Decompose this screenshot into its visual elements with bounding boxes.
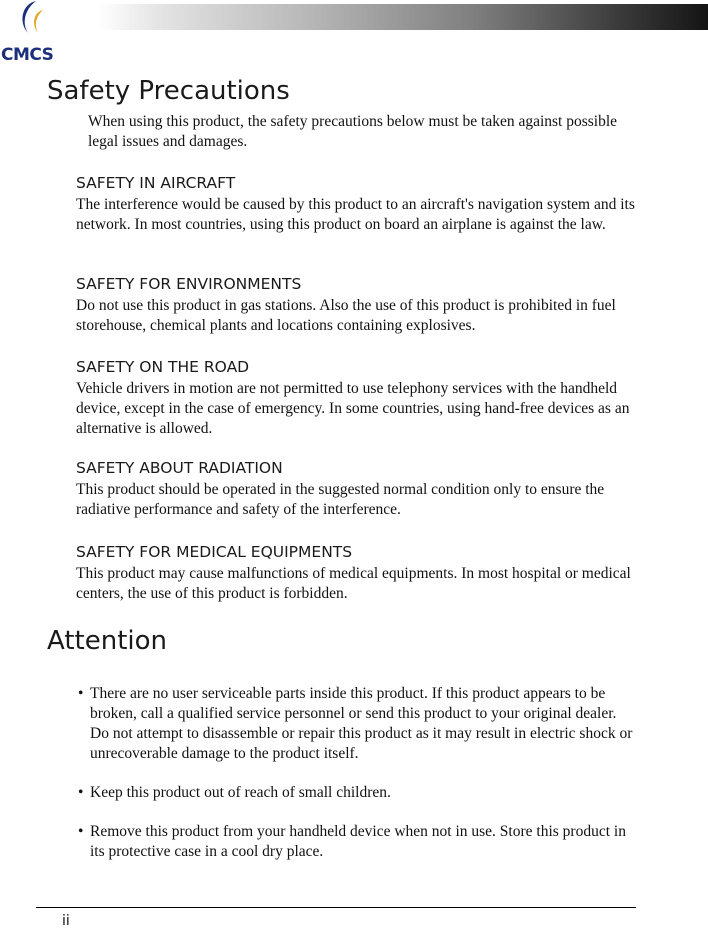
attention-title: Attention	[47, 626, 167, 656]
section-heading: SAFETY FOR MEDICAL EQUIPMENTS	[76, 543, 353, 561]
section-body: Do not use this product in gas stations. Also the use of this product is prohibited in fuel storehouse, chemical plants and locations containing explosives.	[76, 297, 616, 334]
section-aircraft	[76, 174, 636, 235]
section-heading: SAFETY ON THE ROAD	[76, 358, 250, 376]
header-gradient-bar	[98, 4, 708, 30]
section-heading: SAFETY IN AIRCRAFT	[76, 174, 236, 192]
list-item	[76, 783, 636, 803]
section-body: Vehicle drivers in motion are not permitted to use telephony services with the handheld device, except in the case of emergency. In some countries, using hand-free devices as an alternative is allowed.	[76, 380, 630, 437]
section-medical	[76, 543, 636, 604]
list-item	[76, 822, 636, 862]
list-item	[76, 684, 636, 764]
list-item-text: There are no user serviceable parts inside this product. If this product appears to be broken, call a qualified service personnel or send this product to your original dealer. Do not attempt to disassemble or repair this product as it may result in electric shock or unrecoverable damage to the product itself.	[90, 685, 633, 762]
attention-list	[76, 684, 636, 881]
safety-intro: When using this product, the safety precautions below must be taken against possible legal issues and damages.	[88, 113, 618, 150]
footer-divider	[36, 907, 636, 908]
section-environments	[76, 275, 636, 336]
page-number: ii	[62, 913, 70, 929]
section-radiation	[76, 459, 636, 520]
bullet-icon: •	[78, 823, 84, 840]
safety-precautions-title: Safety Precautions	[47, 76, 290, 106]
section-road	[76, 358, 636, 439]
section-body: This product should be operated in the suggested normal condition only to ensure the radiative performance and safety of the interference.	[76, 481, 605, 518]
list-item-text: Keep this product out of reach of small children.	[90, 784, 391, 801]
section-body: This product may cause malfunctions of medical equipments. In most hospital or medical centers, the use of this product is forbidden.	[76, 565, 631, 602]
logo-text: CMCS	[1, 45, 54, 65]
list-item-text: Remove this product from your handheld device when not in use. Store this product in its protective case in a cool dry place.	[90, 823, 626, 860]
section-body: The interference would be caused by this product to an aircraft's navigation system and its network. In most countries, using this product on board an airplane is against the law.	[76, 196, 635, 233]
bullet-icon: •	[78, 784, 84, 801]
bullet-icon: •	[78, 685, 84, 702]
section-heading: SAFETY FOR ENVIRONMENTS	[76, 275, 302, 293]
cmcs-logo	[0, 0, 60, 66]
section-heading: SAFETY ABOUT RADIATION	[76, 459, 283, 477]
crescent-logo-icon	[14, 0, 48, 46]
